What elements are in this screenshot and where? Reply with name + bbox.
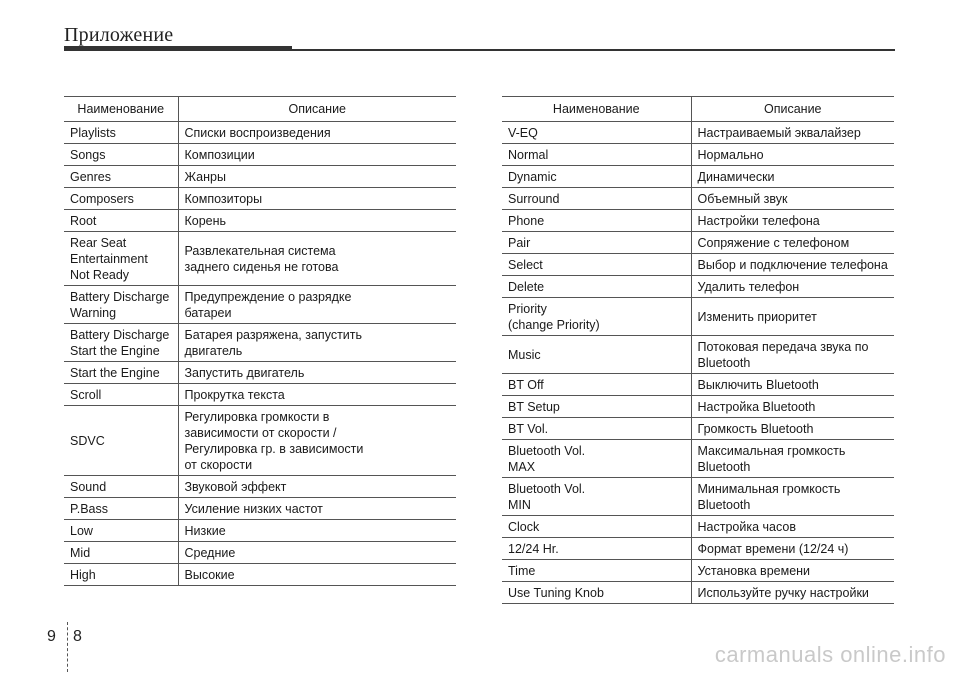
term-description: Списки воспроизведения: [178, 122, 456, 144]
left-terms-table: [64, 96, 456, 586]
term-description: Потоковая передача звука по Bluetooth: [691, 336, 894, 374]
term-description: Предупреждение о разрядке батареи: [178, 286, 456, 324]
header-rule-thick: [64, 46, 292, 51]
term-name: Battery Discharge Start the Engine: [64, 324, 178, 362]
term-description: Настройка часов: [691, 516, 894, 538]
table-row: [502, 440, 894, 478]
term-name: Select: [502, 254, 691, 276]
table-row: [64, 232, 456, 286]
term-name: Start the Engine: [64, 362, 178, 384]
table-row: [502, 276, 894, 298]
term-description: Сопряжение с телефоном: [691, 232, 894, 254]
term-name: Phone: [502, 210, 691, 232]
term-name: BT Off: [502, 374, 691, 396]
term-name: Sound: [64, 476, 178, 498]
table-row: [64, 188, 456, 210]
table-row: [502, 144, 894, 166]
table-row: [502, 516, 894, 538]
term-name: Bluetooth Vol. MAX: [502, 440, 691, 478]
table-row: [502, 374, 894, 396]
term-name: Pair: [502, 232, 691, 254]
term-name: 12/24 Hr.: [502, 538, 691, 560]
table-row: [502, 396, 894, 418]
table-row: [502, 166, 894, 188]
term-name: Dynamic: [502, 166, 691, 188]
table-row: [64, 210, 456, 232]
term-name: V-EQ: [502, 122, 691, 144]
term-description: Установка времени: [691, 560, 894, 582]
table-row: [64, 362, 456, 384]
term-description: Настраиваемый эквалайзер: [691, 122, 894, 144]
table-row: [502, 538, 894, 560]
table-row: [502, 122, 894, 144]
table-row: [502, 478, 894, 516]
table-row: [502, 210, 894, 232]
term-description: Объемный звук: [691, 188, 894, 210]
right-terms-table: [502, 96, 894, 604]
term-name: Root: [64, 210, 178, 232]
table-row: [502, 232, 894, 254]
term-name: High: [64, 564, 178, 586]
term-name: Low: [64, 520, 178, 542]
page-title: Приложение: [64, 24, 174, 46]
page-number-section: 9: [47, 628, 56, 645]
table-row: [64, 144, 456, 166]
term-description: Используйте ручку настройки: [691, 582, 894, 604]
term-name: Battery Discharge Warning: [64, 286, 178, 324]
term-description: Изменить приоритет: [691, 298, 894, 336]
column-header-name: Наименование: [64, 97, 178, 122]
term-description: Корень: [178, 210, 456, 232]
table-row: [64, 520, 456, 542]
term-name: Bluetooth Vol. MIN: [502, 478, 691, 516]
table-row: [64, 564, 456, 586]
term-description: Настройки телефона: [691, 210, 894, 232]
term-description: Композиторы: [178, 188, 456, 210]
term-description: Максимальная громкость Bluetooth: [691, 440, 894, 478]
term-name: Normal: [502, 144, 691, 166]
term-description: Средние: [178, 542, 456, 564]
term-description: Громкость Bluetooth: [691, 418, 894, 440]
table-row: [502, 298, 894, 336]
term-name: P.Bass: [64, 498, 178, 520]
watermark: carmanuals online.info: [714, 642, 946, 667]
table-row: [502, 582, 894, 604]
table-row: [64, 384, 456, 406]
page-number-page: 8: [73, 628, 82, 645]
term-description: Выключить Bluetooth: [691, 374, 894, 396]
term-description: Развлекательная система заднего сиденья не готова: [178, 232, 456, 286]
term-description: Минимальная громкость Bluetooth: [691, 478, 894, 516]
term-description: Композиции: [178, 144, 456, 166]
table-row: [502, 254, 894, 276]
term-description: Прокрутка текста: [178, 384, 456, 406]
term-name: Rear Seat Entertainment Not Ready: [64, 232, 178, 286]
column-header-name: Наименование: [502, 97, 691, 122]
term-name: Surround: [502, 188, 691, 210]
term-name: Use Tuning Knob: [502, 582, 691, 604]
table-row: [64, 476, 456, 498]
table-row: [502, 418, 894, 440]
term-name: Songs: [64, 144, 178, 166]
table-row: [64, 498, 456, 520]
page-number-divider: [67, 622, 68, 672]
term-description: Жанры: [178, 166, 456, 188]
term-description: Высокие: [178, 564, 456, 586]
term-description: Динамически: [691, 166, 894, 188]
term-description: Формат времени (12/24 ч): [691, 538, 894, 560]
term-name: Playlists: [64, 122, 178, 144]
term-name: Time: [502, 560, 691, 582]
table-row: [64, 542, 456, 564]
term-name: Composers: [64, 188, 178, 210]
term-name: BT Vol.: [502, 418, 691, 440]
table-row: [64, 166, 456, 188]
term-name: Genres: [64, 166, 178, 188]
term-description: Низкие: [178, 520, 456, 542]
term-description: Запустить двигатель: [178, 362, 456, 384]
term-name: Delete: [502, 276, 691, 298]
term-name: SDVC: [64, 406, 178, 476]
term-name: Music: [502, 336, 691, 374]
term-description: Удалить телефон: [691, 276, 894, 298]
table-row: [502, 188, 894, 210]
table-row: [502, 336, 894, 374]
term-description: Звуковой эффект: [178, 476, 456, 498]
table-row: [502, 560, 894, 582]
term-name: Priority (change Priority): [502, 298, 691, 336]
table-row: [64, 122, 456, 144]
term-description: Усиление низких частот: [178, 498, 456, 520]
term-description: Выбор и подключение телефона: [691, 254, 894, 276]
term-description: Батарея разряжена, запустить двигатель: [178, 324, 456, 362]
column-header-description: Описание: [178, 97, 456, 122]
table-row: [64, 406, 456, 476]
term-name: BT Setup: [502, 396, 691, 418]
term-description: Регулировка громкости в зависимости от скорости / Регулировка гр. в зависимости от скорости: [178, 406, 456, 476]
table-row: [64, 286, 456, 324]
term-description: Нормально: [691, 144, 894, 166]
term-name: Clock: [502, 516, 691, 538]
term-description: Настройка Bluetooth: [691, 396, 894, 418]
term-name: Mid: [64, 542, 178, 564]
table-row: [64, 324, 456, 362]
column-header-description: Описание: [691, 97, 894, 122]
header-rule-thin: [292, 49, 895, 51]
term-name: Scroll: [64, 384, 178, 406]
